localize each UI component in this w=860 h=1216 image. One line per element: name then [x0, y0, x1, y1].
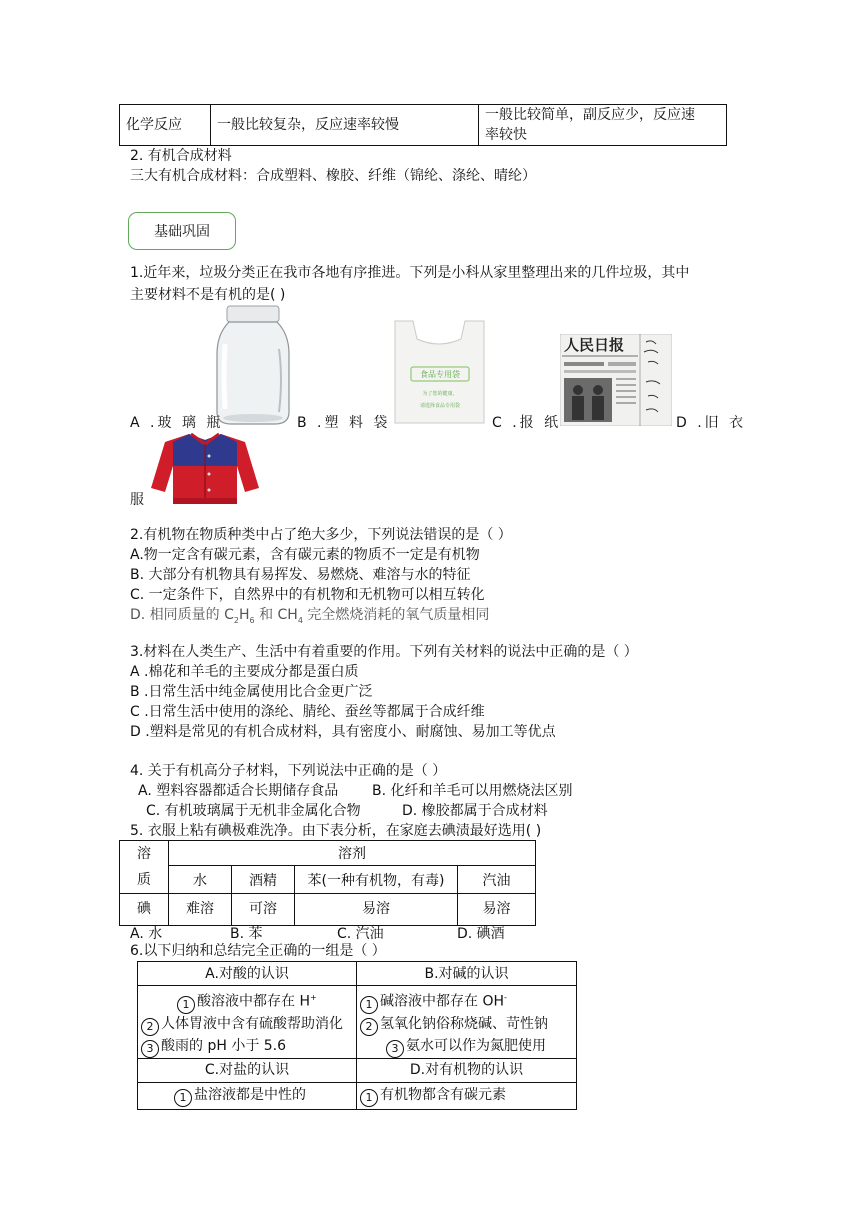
list-item [141, 1036, 353, 1058]
question-3-option-d: D .塑料是常见的有机合成材料，具有密度小、耐腐蚀、易加工等优点 [130, 724, 556, 740]
list-item [141, 1014, 353, 1036]
header-text: 质 [137, 872, 151, 888]
column-header: 水 [169, 866, 232, 894]
item-text: 酸雨的 pH 小于 5.6 [161, 1037, 287, 1054]
question-4-option-a: A. 塑料容器都适合长期储存食品 [138, 783, 339, 799]
header-text: 溶 [137, 846, 151, 862]
superscript: + [309, 993, 317, 1002]
summary-table [137, 961, 577, 1110]
group-d-items [357, 1082, 577, 1109]
table-cell: 化学反应 [120, 105, 211, 146]
question-4-option-d: D. 橡胶都属于合成材料 [402, 803, 548, 819]
question-5-stem: 5. 衣服上粘有碘极难洗净。由下表分析，在家庭去碘渍最好选用( ) [130, 823, 542, 839]
question-2-option-c: C. 一定条件下，自然界中的有机物和无机物可以相互转化 [130, 587, 485, 603]
bag-text: 食品专用袋 [420, 370, 460, 379]
option-c: C .报 纸 [492, 415, 562, 431]
question-2-option-d [130, 605, 489, 631]
table-cell [479, 105, 727, 146]
newspaper-image [560, 334, 672, 426]
bag-text: 为了您的健康， [422, 391, 458, 397]
jacket-image [149, 430, 261, 506]
circled-number: 1 [360, 1089, 378, 1107]
circled-number: 1 [177, 996, 195, 1014]
question-1-stem: 1.近年来，垃圾分类正在我市各地有序推进。下列是小科从家里整理出来的几件垃圾，其中 [130, 265, 690, 281]
newspaper-title: 人民日报 [564, 336, 625, 354]
question-3-option-b: B .日常生活中纯金属使用比合金更广泛 [130, 684, 373, 700]
question-5-option-c: C. 汽油 [337, 926, 384, 942]
table-cell: 可溶 [232, 894, 295, 926]
circled-number: 2 [360, 1018, 378, 1036]
group-b-header: B.对碱的认识 [357, 962, 577, 986]
question-6-stem: 6.以下归纳和总结完全正确的一组是（ ） [130, 943, 386, 959]
question-4-option-b: B. 化纤和羊毛可以用燃烧法区别 [372, 783, 573, 799]
question-5-option-b: B. 苯 [230, 926, 263, 942]
item-text: 氨水可以作为氮肥使用 [406, 1037, 546, 1054]
solubility-table [119, 840, 536, 926]
badge-label: 基础巩固 [154, 224, 210, 240]
item-text: 碱溶液中都存在 OH [380, 993, 504, 1010]
list-item [360, 1014, 573, 1036]
group-a-header: A.对酸的认识 [138, 962, 357, 986]
solvent-header: 溶剂 [169, 841, 536, 866]
cell-line: 一般比较简单，副反应少，反应速 [485, 107, 695, 123]
question-4-option-c: C. 有机玻璃属于无机非金属化合物 [146, 803, 361, 819]
group-d-header: D.对有机物的认识 [357, 1058, 577, 1082]
subscript: 6 [249, 615, 255, 625]
column-header: 汽油 [458, 866, 536, 894]
list-item [141, 988, 353, 1014]
list-item [360, 988, 573, 1014]
table-cell: 易溶 [295, 894, 458, 926]
item-text: 人体胃液中含有硫酸帮助消化 [161, 1015, 343, 1032]
text: 和 CH [254, 607, 298, 623]
section-title: 2. 有机合成材料 [130, 148, 232, 164]
circled-number: 3 [386, 1040, 404, 1058]
column-header: 苯(一种有机物，有毒) [295, 866, 458, 894]
group-c-items [138, 1082, 357, 1109]
question-1-stem-2: 主要材料不是有机的是( ) [130, 287, 286, 303]
section-badge [128, 212, 236, 250]
question-2-option-a: A.物一定含有碳元素，含有碳元素的物质不一定是有机物 [130, 547, 480, 563]
table-cell: 难溶 [169, 894, 232, 926]
cell-line: 率较快 [485, 127, 527, 143]
circled-number: 3 [141, 1040, 159, 1058]
circled-number: 1 [360, 996, 378, 1014]
question-2-stem: 2.有机物在物质种类中占了绝大多少，下列说法错误的是（ ） [130, 527, 512, 543]
question-5-option-d: D. 碘酒 [457, 926, 505, 942]
bag-text: 请选择食品专用袋 [419, 403, 461, 409]
text: D. 相同质量的 C [130, 607, 234, 623]
question-3-option-a: A .棉花和羊毛的主要成分都是蛋白质 [130, 664, 359, 680]
list-item [360, 1036, 573, 1058]
question-3-option-c: C .日常生活中使用的涤纶、腈纶、蚕丝等都属于合成纤维 [130, 704, 485, 720]
option-d: D .旧 衣 [676, 415, 747, 431]
option-a: A .玻 璃 瓶 [130, 415, 224, 431]
table-cell: 一般比较复杂，反应速率较慢 [211, 105, 479, 146]
item-text: 有机物都含有碳元素 [380, 1086, 506, 1103]
question-5-option-a: A. 水 [130, 926, 163, 942]
text: 完全燃烧消耗的氧气质量相同 [302, 607, 490, 623]
question-3-stem: 3.材料在人类生产、生活中有着重要的作用。下列有关材料的说法中正确的是（ ） [130, 644, 638, 660]
item-text: 氢氧化钠俗称烧碱、苛性钠 [380, 1015, 548, 1032]
subscript: 4 [297, 615, 303, 625]
text: H [239, 607, 250, 623]
group-a-items [138, 986, 357, 1059]
item-text: 酸溶液中都存在 H [197, 993, 310, 1010]
glass-jar-image [213, 304, 293, 426]
plastic-bag-image [391, 315, 488, 427]
column-header: 酒精 [232, 866, 295, 894]
section-body: 三大有机合成材料：合成塑料、橡胶、纤维（锦纶、涤纶、晴纶） [130, 168, 536, 184]
solute-header [120, 841, 169, 894]
option-d-cont: 服 [130, 492, 144, 508]
group-b-items [357, 986, 577, 1059]
superscript: - [504, 993, 507, 1002]
group-c-header: C.对盐的认识 [138, 1058, 357, 1082]
comparison-table-fragment [119, 104, 727, 146]
question-4-stem: 4. 关于有机高分子材料，下列说法中正确的是（ ） [130, 763, 447, 779]
circled-number: 1 [174, 1089, 192, 1107]
table-cell: 易溶 [458, 894, 536, 926]
subscript: 2 [233, 615, 239, 625]
item-text: 盐溶液都是中性的 [194, 1086, 306, 1103]
option-b: B .塑 料 袋 [297, 415, 391, 431]
circled-number: 2 [141, 1018, 159, 1036]
row-label: 碘 [120, 894, 169, 926]
question-2-option-b: B. 大部分有机物具有易挥发、易燃烧、难溶与水的特征 [130, 567, 471, 583]
